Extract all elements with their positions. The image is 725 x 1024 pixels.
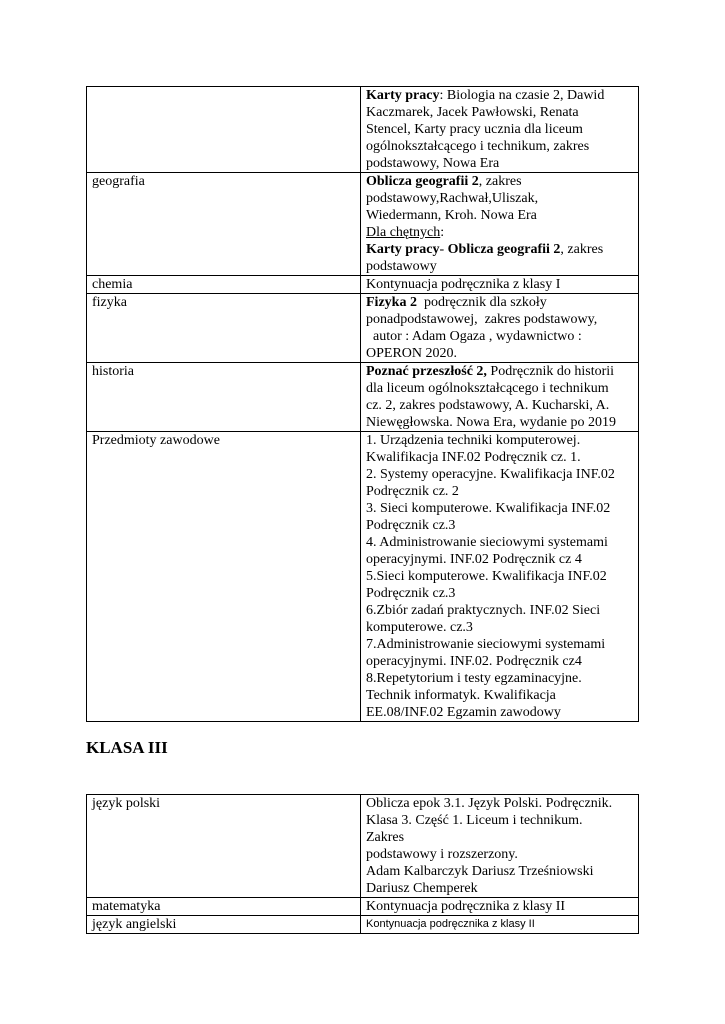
textbook-line — [366, 568, 634, 585]
textbook-line — [366, 328, 634, 345]
bold-title: Oblicza geografii 2 — [366, 174, 479, 189]
text-segment: Podręcznik cz.3 — [366, 518, 456, 533]
text-segment: Kwalifikacja INF.02 Podręcznik cz. 1. — [366, 450, 581, 465]
textbook-line — [366, 414, 634, 431]
text-segment: : Biologia na czasie 2, Dawid — [439, 88, 605, 103]
text-segment: autor : Adam Ogaza , wydawnictwo : — [366, 329, 582, 344]
textbook-cell — [361, 916, 639, 934]
subject-cell: historia — [87, 363, 361, 432]
textbook-line — [366, 104, 634, 121]
textbook-cell — [361, 363, 639, 432]
text-segment: Adam Kalbarczyk Dariusz Trześniowski — [366, 864, 594, 879]
textbook-cell — [361, 276, 639, 294]
textbook-line — [366, 534, 634, 551]
textbook-cell — [361, 432, 639, 722]
table-row — [87, 173, 639, 276]
subject-cell — [87, 87, 361, 173]
textbook-line — [366, 916, 634, 933]
textbook-line — [366, 276, 634, 293]
bold-title: Karty pracy — [366, 242, 440, 257]
text-segment: Podręcznik do historii — [486, 364, 615, 379]
table-row — [87, 276, 639, 294]
textbook-cell — [361, 898, 639, 916]
text-segment: ogólnokształcącego i technikum, zakres — [366, 139, 590, 154]
text-segment: operacyjnymi. INF.02 Podręcznik cz 4 — [366, 552, 582, 567]
text-segment: Niewęgłowska. Nowa Era, wydanie po 2019 — [366, 415, 616, 430]
textbook-line — [366, 898, 634, 915]
subject-cell: język polski — [87, 795, 361, 898]
table-row — [87, 87, 639, 173]
textbook-table-class-3 — [86, 794, 639, 934]
textbook-line — [366, 138, 634, 155]
text-segment: Kontynuacja podręcznika z klasy II — [366, 918, 535, 930]
textbook-line — [366, 687, 634, 704]
text-segment: - — [439, 242, 448, 257]
textbook-cell — [361, 795, 639, 898]
text-segment: 3. Sieci komputerowe. Kwalifikacja INF.02 — [366, 501, 611, 516]
text-segment: dla liceum ogólnokształcącego i technikum — [366, 381, 609, 396]
textbook-line — [366, 466, 634, 483]
text-segment: 6.Zbiór zadań praktycznych. INF.02 Sieci — [366, 603, 601, 618]
subject-cell: język angielski — [87, 916, 361, 934]
bold-title: Poznać przeszłość 2, — [366, 364, 487, 379]
text-segment: komputerowe. cz.3 — [366, 620, 473, 635]
text-segment: Klasa 3. Część 1. Liceum i technikum. — [366, 813, 583, 828]
textbook-cell — [361, 294, 639, 363]
table-row — [87, 432, 639, 722]
textbook-cell — [361, 87, 639, 173]
subject-cell: geografia — [87, 173, 361, 276]
text-segment: 2. Systemy operacyjne. Kwalifikacja INF.02 — [366, 467, 615, 482]
text-segment: 4. Administrowanie sieciowymi systemami — [366, 535, 608, 550]
textbook-line — [366, 829, 634, 846]
textbook-line — [366, 500, 634, 517]
textbook-line — [366, 241, 634, 258]
textbook-line — [366, 585, 634, 602]
text-segment: ponadpodstawowej, zakres podstawowy, — [366, 312, 598, 327]
textbook-line — [366, 812, 634, 829]
textbook-line — [366, 87, 634, 104]
text-segment: Kontynuacja podręcznika z klasy I — [366, 277, 561, 292]
textbook-line — [366, 155, 634, 172]
text-segment: podstawowy, Nowa Era — [366, 156, 500, 171]
text-segment: podstawowy — [366, 259, 437, 274]
textbook-line — [366, 311, 634, 328]
underlined-text: Dla chętnych — [366, 225, 441, 240]
text-segment: , zakres — [478, 174, 522, 189]
table-row — [87, 294, 639, 363]
subject-cell: matematyka — [87, 898, 361, 916]
table-body — [87, 795, 639, 934]
textbook-line — [366, 121, 634, 138]
text-segment: Zakres — [366, 830, 405, 845]
textbook-line — [366, 345, 634, 362]
textbook-line — [366, 363, 634, 380]
text-segment: Technik informatyk. Kwalifikacja — [366, 688, 556, 703]
table-body — [87, 87, 639, 722]
textbook-line — [366, 636, 634, 653]
textbook-line — [366, 795, 634, 812]
textbook-line — [366, 517, 634, 534]
text-segment: : — [440, 225, 445, 240]
text-segment: 1. Urządzenia techniki komputerowej. — [366, 433, 581, 448]
table-row — [87, 916, 639, 934]
text-segment: podstawowy i rozszerzony. — [366, 847, 518, 862]
text-segment: Podręcznik cz.3 — [366, 586, 456, 601]
text-segment: , zakres — [560, 242, 604, 257]
text-segment: Oblicza epok 3.1. Język Polski. Podręcznik. — [366, 796, 613, 811]
table-row — [87, 795, 639, 898]
textbook-line — [366, 704, 634, 721]
bold-title: Oblicza geografii 2 — [447, 242, 561, 257]
textbook-line — [366, 670, 634, 687]
textbook-line — [366, 602, 634, 619]
section-heading-klasa-iii: KLASA III — [86, 738, 168, 757]
textbook-line — [366, 483, 634, 500]
text-segment: OPERON 2020. — [366, 346, 458, 361]
text-segment: Kontynuacja podręcznika z klasy II — [366, 899, 566, 914]
textbook-line — [366, 432, 634, 449]
textbook-line — [366, 224, 634, 241]
text-segment: 8.Repetytorium i testy egzaminacyjne. — [366, 671, 582, 686]
textbook-line — [366, 619, 634, 636]
text-segment: podręcznik dla szkoły — [416, 295, 547, 310]
textbook-table-class-2 — [86, 86, 639, 722]
textbook-line — [366, 653, 634, 670]
bold-title: Karty pracy — [366, 88, 440, 103]
textbook-cell — [361, 173, 639, 276]
textbook-line — [366, 551, 634, 568]
text-segment: 7.Administrowanie sieciowymi systemami — [366, 637, 606, 652]
subject-cell: Przedmioty zawodowe — [87, 432, 361, 722]
text-segment: 5.Sieci komputerowe. Kwalifikacja INF.02 — [366, 569, 607, 584]
table-row — [87, 898, 639, 916]
text-segment: cz. 2, zakres podstawowy, A. Kucharski, A. — [366, 398, 610, 413]
text-segment: podstawowy,Rachwał,Uliszak, — [366, 191, 539, 206]
textbook-line — [366, 397, 634, 414]
text-segment: Podręcznik cz. 2 — [366, 484, 459, 499]
textbook-line — [366, 880, 634, 897]
text-segment: Kaczmarek, Jacek Pawłowski, Renata — [366, 105, 579, 120]
textbook-line — [366, 294, 634, 311]
textbook-line — [366, 207, 634, 224]
text-segment: EE.08/INF.02 Egzamin zawodowy — [366, 705, 561, 720]
text-segment: Dariusz Chemperek — [366, 881, 478, 896]
textbook-line — [366, 449, 634, 466]
textbook-line — [366, 173, 634, 190]
subject-cell: chemia — [87, 276, 361, 294]
textbook-line — [366, 863, 634, 880]
textbook-line — [366, 190, 634, 207]
text-segment: Stencel, Karty pracy ucznia dla liceum — [366, 122, 583, 137]
bold-title: Fizyka 2 — [366, 295, 417, 310]
textbook-line — [366, 846, 634, 863]
textbook-line — [366, 258, 634, 275]
textbook-line — [366, 380, 634, 397]
table-row — [87, 363, 639, 432]
subject-cell: fizyka — [87, 294, 361, 363]
text-segment: operacyjnymi. INF.02. Podręcznik cz4 — [366, 654, 582, 669]
text-segment: Wiedermann, Kroh. Nowa Era — [366, 208, 537, 223]
